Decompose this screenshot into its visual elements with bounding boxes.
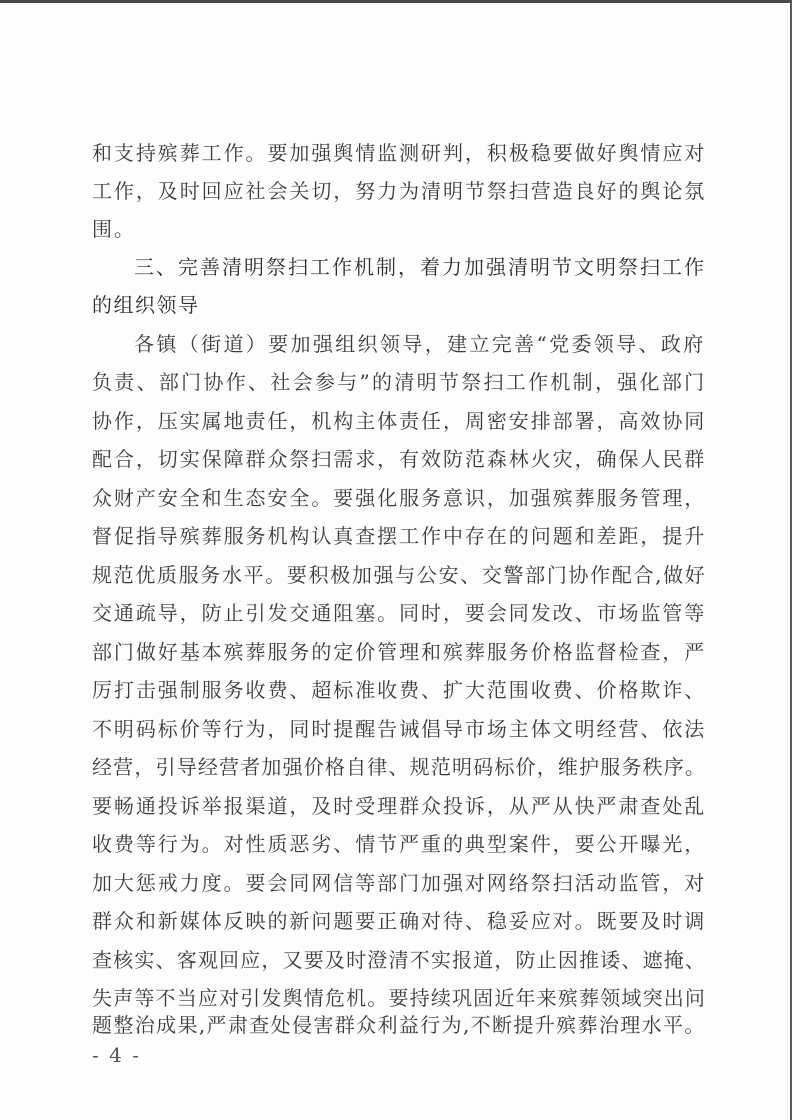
paragraph-line: 不明码标价等行为，同时提醒告诫倡导市场主体文明经营、依法	[92, 717, 707, 741]
paragraph-line: 负责、部门协作、社会参与”的清明节祭扫工作机制，强化部门	[92, 370, 707, 394]
paragraph-line: 查核实、客观回应，又要及时澄清不实报道，防止因推诿、遮掩、	[92, 948, 707, 972]
paragraph-line: 协作，压实属地责任，机构主体责任，周密安排部署，高效协同	[92, 409, 707, 433]
section-heading: 三、完善清明祭扫工作机制，着力加强清明节文明祭扫工作	[134, 255, 706, 279]
section-heading-continued: 的组织领导	[92, 293, 200, 317]
text-line: 围。	[92, 217, 136, 241]
paragraph-line: 规范优质服务水平。要积极加强与公安、交警部门协作配合,做好	[92, 563, 707, 587]
paragraph-line: 题整治成果,严肃查处侵害群众利益行为,不断提升殡葬治理水平。	[92, 1013, 706, 1037]
paragraph-line: 交通疏导，防止引发交通阻塞。同时，要会同发改、市场监管等	[92, 601, 707, 625]
text-line: 和支持殡葬工作。要加强舆情监测研判，积极稳要做好舆情应对	[92, 141, 707, 165]
paragraph-line: 经营，引导经营者加强价格自律、规范明码标价，维护服务秩序。	[92, 755, 707, 779]
paragraph-line: 督促指导殡葬服务机构认真查摆工作中存在的问题和差距，提升	[92, 524, 707, 548]
paragraph-line: 厉打击强制服务收费、超标准收费、扩大范围收费、价格欺诈、	[92, 678, 707, 702]
paragraph-line: 收费等行为。对性质恶劣、情节严重的典型案件，要公开曝光，	[92, 832, 707, 856]
paragraph-line: 失声等不当应对引发舆情危机。要持续巩固近年来殡葬领域突出问	[92, 986, 707, 1010]
paragraph-line: 加大惩戒力度。要会同网信等部门加强对网络祭扫活动监管，对	[92, 871, 707, 895]
paragraph-line: 部门做好基本殡葬服务的定价管理和殡葬服务价格监督检查，严	[92, 640, 707, 664]
page-number: - 4 -	[92, 1043, 141, 1067]
paragraph-line: 要畅通投诉举报渠道，及时受理群众投诉，从严从快严肃查处乱	[92, 794, 707, 818]
paragraph-line: 众财产安全和生态安全。要强化服务意识，加强殡葬服务管理，	[92, 486, 707, 510]
paragraph-line: 各镇（街道）要加强组织领导，建立完善“党委领导、政府	[134, 332, 706, 356]
paragraph-line: 群众和新媒体反映的新问题要正确对待、稳妥应对。既要及时调	[92, 909, 707, 933]
paragraph-line: 配合，切实保障群众祭扫需求，有效防范森林火灾，确保人民群	[92, 447, 707, 471]
text-line: 工作，及时回应社会关切，努力为清明节祭扫营造良好的舆论氛	[92, 179, 707, 203]
